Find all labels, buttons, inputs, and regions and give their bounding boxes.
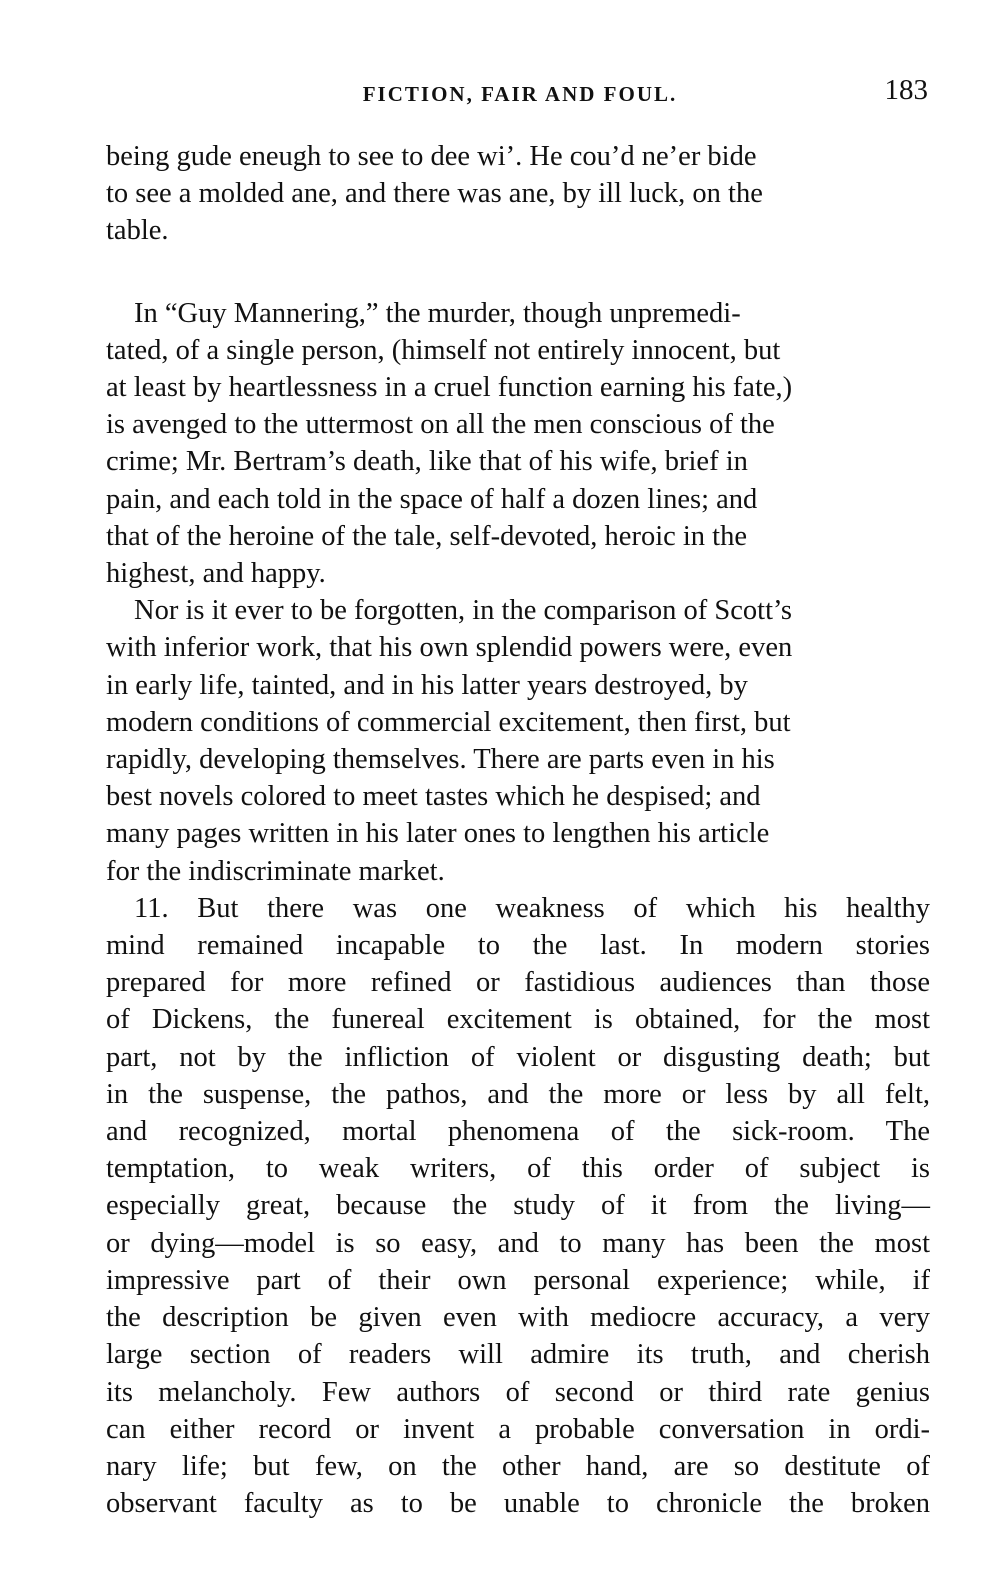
text-line: temptation, to weak writers, of this order of subject is bbox=[106, 1153, 930, 1185]
paragraph-2 bbox=[106, 295, 930, 593]
text-line: and recognized, mortal phenomena of the sick-room. The bbox=[106, 1116, 930, 1148]
text-line: table. bbox=[106, 215, 169, 247]
text-line: best novels colored to meet tastes which he despised; and bbox=[106, 781, 761, 813]
text-line: at least by heartlessness in a cruel function earning his fate,) bbox=[106, 372, 793, 404]
text-line: observant faculty as to be unable to chronicle the broken bbox=[106, 1488, 930, 1520]
text-line: its melancholy. Few authors of second or third rate genius bbox=[106, 1376, 930, 1408]
text-line: many pages written in his later ones to lengthen his article bbox=[106, 818, 770, 850]
page-number: 183 bbox=[884, 74, 928, 106]
paragraph-3 bbox=[106, 592, 930, 890]
text-line: especially great, because the study of it from the living— bbox=[106, 1190, 930, 1222]
text-line: impressive part of their own personal experience; while, if bbox=[106, 1264, 930, 1296]
running-title: FICTION, FAIR AND FOUL. bbox=[362, 82, 678, 106]
text-line: tated, of a single person, (himself not entirely innocent, but bbox=[106, 334, 781, 366]
text-line: with inferior work, that his own splendid powers were, even bbox=[106, 632, 793, 664]
text-line: in early life, tainted, and in his latter years destroyed, by bbox=[106, 669, 748, 701]
text-line: Nor is it ever to be forgotten, in the comparison of Scott’s bbox=[134, 595, 793, 627]
text-line: for the indiscriminate market. bbox=[106, 855, 445, 887]
text-line: in the suspense, the pathos, and the more or less by all felt, bbox=[106, 1078, 930, 1110]
text-line: to see a molded ane, and there was ane, by ill luck, on the bbox=[106, 178, 763, 210]
paragraph-4 bbox=[106, 890, 930, 1522]
text-line: that of the heroine of the tale, self-devoted, heroic in the bbox=[106, 520, 747, 552]
text-line: or dying—model is so easy, and to many has been the most bbox=[106, 1227, 930, 1259]
text-line: pain, and each told in the space of half a dozen lines; and bbox=[106, 483, 758, 515]
paragraph-gap bbox=[106, 250, 930, 295]
text-line: In “Guy Mannering,” the murder, though unpremedi- bbox=[134, 297, 741, 329]
text-line: prepared for more refined or fastidious audiences than those bbox=[106, 967, 930, 999]
paragraph-1 bbox=[106, 138, 930, 250]
text-line: nary life; but few, on the other hand, are so destitute of bbox=[106, 1450, 930, 1482]
text-line: mind remained incapable to the last. In modern stories bbox=[106, 930, 930, 962]
text-line: crime; Mr. Bertram’s death, like that of his wife, brief in bbox=[106, 446, 748, 478]
text-line: can either record or invent a probable conversation in ordi- bbox=[106, 1413, 930, 1445]
running-head bbox=[106, 72, 934, 112]
text-line: highest, and happy. bbox=[106, 558, 326, 590]
text-line: the description be given even with mediocre accuracy, a very bbox=[106, 1302, 930, 1334]
text-line: part, not by the infliction of violent or disgusting death; but bbox=[106, 1041, 930, 1073]
text-line: modern conditions of commercial excitement, then first, but bbox=[106, 706, 791, 738]
text-line: is avenged to the uttermost on all the men conscious of the bbox=[106, 409, 775, 441]
text-line: 11. But there was one weakness of which his healthy bbox=[134, 892, 930, 924]
text-line: of Dickens, the funereal excitement is obtained, for the most bbox=[106, 1004, 930, 1036]
text-line: rapidly, developing themselves. There are parts even in his bbox=[106, 744, 775, 776]
text-line: being gude eneugh to see to dee wi’. He cou’d ne’er bide bbox=[106, 141, 757, 172]
text-line: large section of readers will admire its truth, and cherish bbox=[106, 1339, 930, 1371]
body-text bbox=[106, 138, 930, 1522]
